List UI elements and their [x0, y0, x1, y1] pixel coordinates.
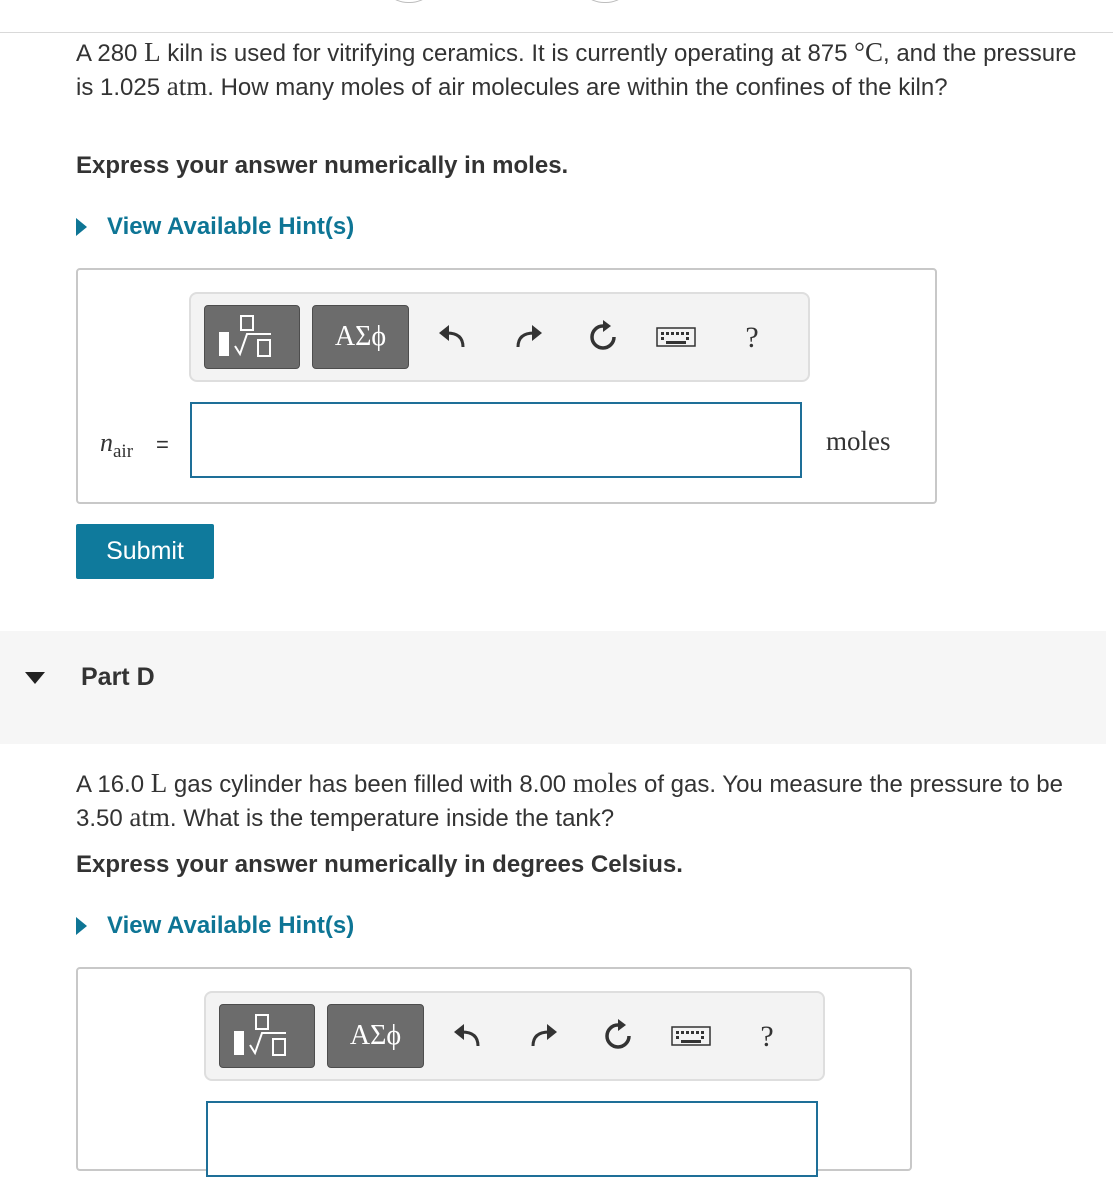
answer-panel: [76, 967, 912, 1171]
help-button[interactable]: ?: [760, 1020, 774, 1053]
answer-input[interactable]: [206, 1101, 818, 1177]
divider: [0, 32, 1113, 33]
templates-icon: [205, 306, 299, 368]
math-toolbar: [204, 991, 825, 1081]
math-toolbar: [189, 292, 810, 382]
redo-icon[interactable]: [526, 1019, 562, 1055]
collapse-triangle-icon[interactable]: [25, 672, 45, 684]
greek-symbols-button[interactable]: ΑΣϕ: [327, 1004, 424, 1068]
templates-icon: [220, 1005, 314, 1067]
reset-icon[interactable]: [584, 318, 622, 356]
keyboard-icon[interactable]: [670, 1023, 712, 1049]
variable-label: $n_{air}$: [100, 428, 134, 463]
templates-button[interactable]: [204, 305, 300, 369]
equals-sign: =: [156, 432, 169, 457]
hint-label: View Available Hint(s): [107, 213, 355, 240]
greek-symbols-button[interactable]: ΑΣϕ: [312, 305, 409, 369]
submit-button[interactable]: Submit: [76, 524, 214, 579]
expand-triangle-icon: [76, 917, 87, 935]
view-hints-link[interactable]: [76, 912, 354, 940]
answer-panel: [76, 268, 937, 504]
keyboard-icon[interactable]: [655, 324, 697, 350]
question-text: A 16.0 L gas cylinder has been filled with 8.00 moles of gas. You measure the pressure to be 3.50 atm. What is the temperature inside the tank?: [76, 768, 1063, 832]
part-d-header[interactable]: [0, 631, 1106, 744]
view-hints-link[interactable]: [76, 213, 354, 241]
answer-instruction: Express your answer numerically in moles.: [76, 152, 569, 179]
question-text: A 280 L kiln is used for vitrifying ceramics. It is currently operating at 875 °C, and the pressure is 1.025 atm. How many moles of air molecules are within the confines of the kiln?: [76, 37, 1077, 101]
reset-icon[interactable]: [599, 1017, 637, 1055]
redo-icon[interactable]: [511, 320, 547, 356]
templates-button[interactable]: [219, 1004, 315, 1068]
answer-input[interactable]: [190, 402, 802, 478]
undo-icon[interactable]: [434, 320, 470, 356]
answer-instruction: Express your answer numerically in degrees Celsius.: [76, 851, 683, 878]
previous-part-circle: [576, 0, 634, 3]
hint-label: View Available Hint(s): [107, 912, 355, 939]
help-button[interactable]: ?: [745, 321, 759, 354]
unit-label: moles: [826, 426, 891, 456]
undo-icon[interactable]: [449, 1019, 485, 1055]
expand-triangle-icon: [76, 218, 87, 236]
previous-part-circle: [380, 0, 438, 3]
part-title: Part D: [81, 663, 155, 691]
